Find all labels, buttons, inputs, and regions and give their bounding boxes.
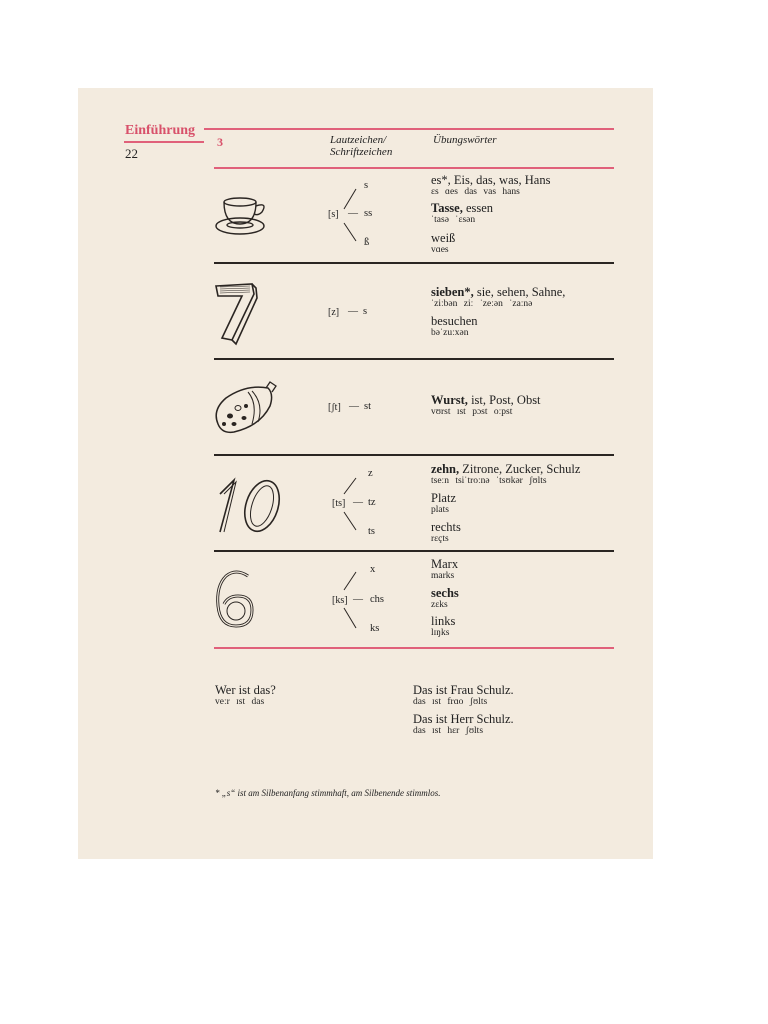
- ipa-symbol: [z]: [328, 307, 340, 318]
- phonetic: das ɪst hɛr ʃʊlts: [413, 726, 484, 736]
- word-bold: sechs: [431, 586, 459, 600]
- word-text: es*, Eis, das, was, Hans: [431, 173, 551, 187]
- phonetic: zɛks: [431, 600, 448, 610]
- word-entry: [431, 587, 459, 610]
- row-divider: [214, 550, 614, 552]
- word-text: Zitrone, Zucker, Schulz: [459, 462, 581, 476]
- table-bottom-rule: [214, 647, 614, 649]
- spelling: ks: [370, 623, 380, 634]
- section-title: Einführung: [125, 123, 196, 138]
- word-text: essen: [462, 201, 494, 215]
- word-text: rechts: [431, 520, 461, 534]
- word-bold: Tasse,: [431, 201, 463, 215]
- word-entry: [431, 286, 565, 309]
- answer-text: Das ist Herr Schulz.: [413, 712, 514, 726]
- word-entry: [431, 174, 550, 197]
- ipa-symbol: [s]: [328, 209, 339, 220]
- six-icon: [212, 566, 262, 632]
- spelling: x: [370, 564, 376, 575]
- column-header-words: Übungswörter: [433, 134, 497, 146]
- section-underline: [124, 141, 204, 143]
- word-bold: sieben*,: [431, 285, 474, 299]
- word-text: besuchen: [431, 314, 478, 328]
- dash: —: [349, 401, 359, 412]
- phonetic: ˈtasə ˈɛsən: [431, 215, 476, 225]
- dash: —: [348, 306, 358, 317]
- word-entry: [431, 315, 478, 338]
- table-top-rule: [214, 167, 614, 169]
- spelling: s: [363, 306, 368, 317]
- word-entry: [431, 558, 458, 581]
- answer-text: Das ist Frau Schulz.: [413, 683, 514, 697]
- phonetic: ˈziːbən ziː ˈzeːən ˈzaːnə: [431, 299, 533, 309]
- word-entry: [431, 615, 455, 638]
- dialogue-question: [215, 684, 276, 707]
- book-page: [78, 88, 653, 859]
- spelling: ts: [368, 526, 376, 537]
- dialogue-answer: [413, 684, 514, 707]
- phonetic: vʊrst ɪst pɔst oːpst: [431, 407, 513, 417]
- dash: —: [353, 497, 363, 508]
- phonetic: das ɪst frɑo ʃʊlts: [413, 697, 488, 707]
- column-header-signs-line2: Schriftzeichen: [330, 146, 393, 158]
- column-header-signs-line1: Lautzeichen/: [330, 134, 387, 146]
- page-number: 22: [125, 146, 138, 161]
- spelling: ss: [364, 208, 373, 219]
- word-text: sie, sehen, Sahne,: [473, 285, 566, 299]
- row-divider: [214, 358, 614, 360]
- seven-icon: [210, 278, 260, 348]
- sausage-icon: [212, 380, 282, 434]
- spelling: tz: [368, 497, 376, 508]
- word-entry: [431, 521, 461, 544]
- word-entry: [431, 463, 580, 486]
- question-text: Wer ist das?: [215, 683, 276, 697]
- ipa-symbol: [ʃt]: [328, 402, 341, 413]
- phonetic: plats: [431, 505, 449, 515]
- phonetic: veːr ɪst das: [215, 697, 265, 707]
- column-header-signs: [330, 134, 392, 158]
- word-bold: Wurst,: [431, 393, 468, 407]
- dialogue-answer: [413, 713, 514, 736]
- spelling: chs: [370, 594, 384, 605]
- phonetic: ɛs ɑes das vas hans: [431, 187, 520, 197]
- row-divider: [214, 454, 614, 456]
- word-bold: zehn,: [431, 462, 460, 476]
- spelling: s: [364, 180, 369, 191]
- word-text: weiß: [431, 231, 456, 245]
- ten-icon: [212, 472, 286, 538]
- word-text: ist, Post, Obst: [467, 393, 541, 407]
- phonetic: rɛçts: [431, 534, 449, 544]
- word-entry: [431, 202, 493, 225]
- phonetic: marks: [431, 571, 455, 581]
- word-entry: [431, 394, 541, 417]
- phonetic: vɑes: [431, 245, 449, 255]
- word-entry: [431, 492, 456, 515]
- word-text: links: [431, 614, 456, 628]
- ipa-symbol: [ts]: [332, 498, 346, 509]
- footnote: * „s“ ist am Silbenanfang stimmhaft, am Silbenende stimmlos.: [215, 788, 441, 798]
- row-divider: [214, 262, 614, 264]
- phonetic: lɪŋks: [431, 628, 450, 638]
- dash: —: [353, 594, 363, 605]
- spelling: ß: [364, 237, 370, 248]
- cup-icon: [212, 190, 272, 240]
- phonetic: bəˈzuːxən: [431, 328, 469, 338]
- spelling: st: [364, 401, 372, 412]
- word-text: Marx: [431, 557, 459, 571]
- word-entry: [431, 232, 455, 255]
- header-rule: [204, 128, 614, 130]
- chapter-number: 3: [217, 135, 223, 149]
- word-text: Platz: [431, 491, 456, 505]
- dash: —: [348, 208, 358, 219]
- phonetic: tseːn tsiˈtroːnə ˈtsʊkər ʃʊlts: [431, 476, 547, 486]
- spelling: z: [368, 468, 373, 479]
- ipa-symbol: [ks]: [332, 595, 348, 606]
